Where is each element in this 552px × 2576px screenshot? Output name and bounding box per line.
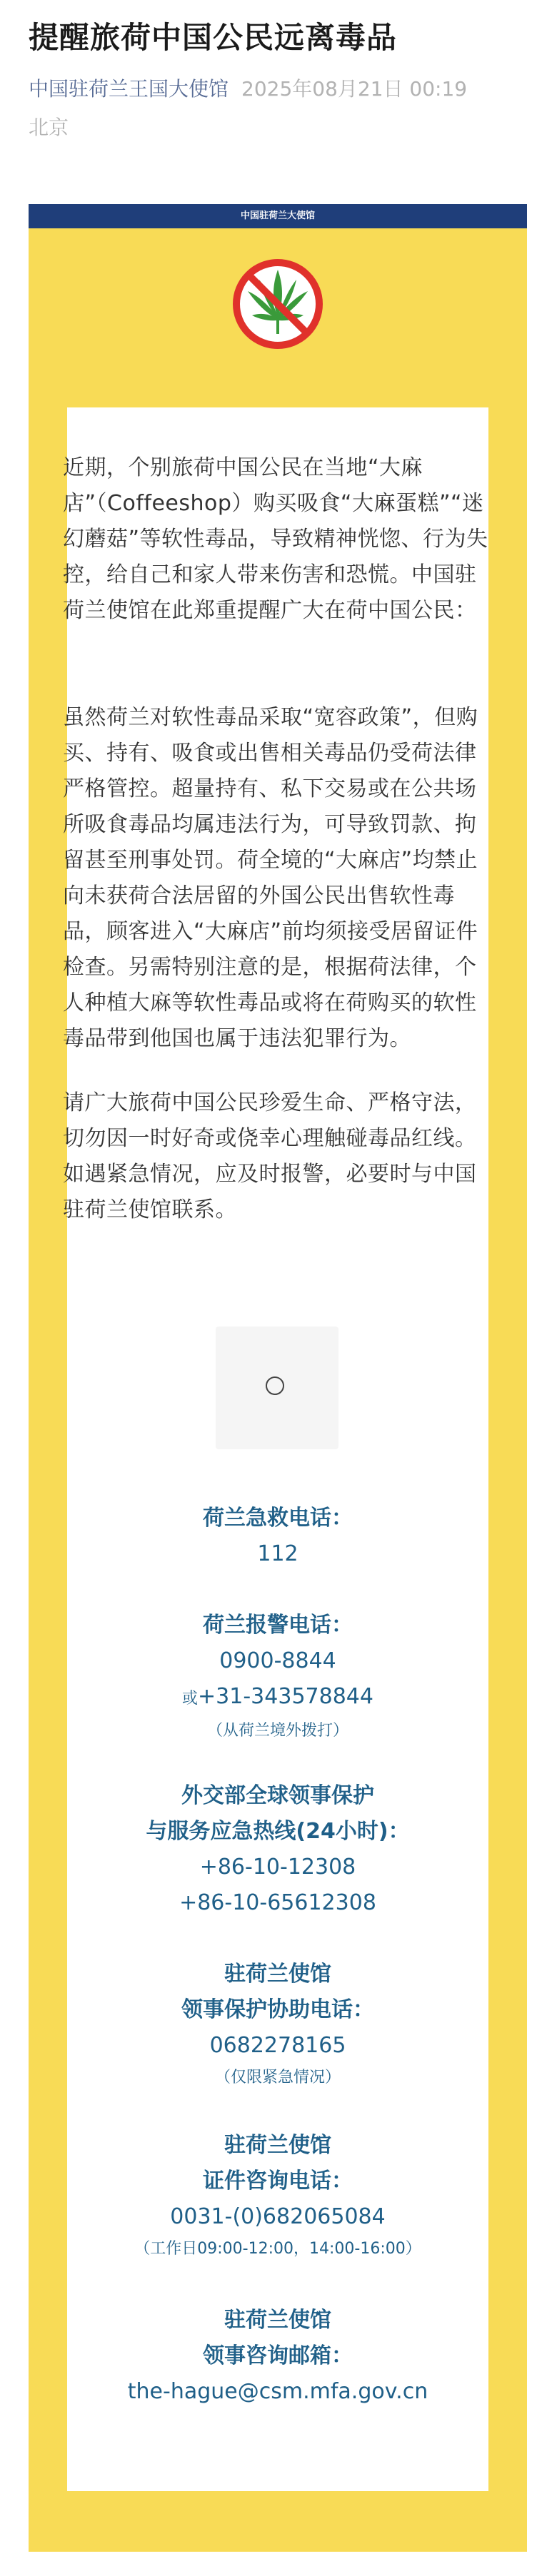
publish-location: 北京 xyxy=(29,116,69,139)
article-title: 提醒旅荷中国公民远离毒品 xyxy=(29,20,398,55)
article-meta xyxy=(29,70,528,147)
docs-number[interactable]: 0031-(0)682065084 xyxy=(170,2204,386,2229)
emergency-number[interactable]: 112 xyxy=(257,1541,298,1566)
contact-label-line2: 领事保护协助电话： xyxy=(181,1997,374,2022)
contact-police xyxy=(29,1608,527,1745)
contact-label-line1: 驻荷兰使馆 xyxy=(224,2133,331,2158)
police-alt-number-line xyxy=(29,1679,527,1717)
police-number[interactable]: 0900-8844 xyxy=(219,1648,336,1673)
police-note: （从荷兰境外拨打） xyxy=(206,1722,348,1740)
contact-label: 荷兰急救电话： xyxy=(203,1506,353,1531)
contact-label-line2: 证件咨询电话： xyxy=(203,2169,353,2194)
policy-paragraph: 虽然荷兰对软性毒品采取“宽容政策”，但购买、持有、吸食或出售相关毒品仍受荷法律严格管控。超量持有、私下交易或在公共场所吸食毒品均属违法行为，可导致罚款、拘留甚至刑事处罚。荷全境的“大麻店”均禁止向未获荷合法居留的外国公民出售软性毒品，顾客进入“大麻店”前均须接受居留证件检查。另需特别注意的是，根据荷法律，个人种植大麻等软性毒品或将在荷购买的软性毒品带到他国也属于违法犯罪行为。 xyxy=(63,705,478,1051)
contact-emergency xyxy=(29,1501,527,1572)
loading-spinner-icon xyxy=(266,1376,284,1395)
intro-paragraph: 近期，个别旅荷中国公民在当地“大麻店”（Coffeeshop）购买吸食“大麻蛋糕”“迷幻蘑菇”等软性毒品，导致精神恍惚、行为失控，给自己和家人带来伤害和恐慌。中国驻荷兰使馆在此郑重提醒广大在荷中国公民： xyxy=(63,455,488,623)
mfa-number-2[interactable]: +86-10-65612308 xyxy=(179,1890,376,1915)
email-link[interactable]: the-hague@csm.mfa.gov.cn xyxy=(127,2379,428,2404)
protection-note: （仅限紧急情况） xyxy=(214,2069,341,2086)
notice-poster xyxy=(29,204,527,2552)
contact-label: 荷兰报警电话： xyxy=(203,1613,353,1638)
appeal-paragraph: 请广大旅荷中国公民珍爱生命、严格守法，切勿因一时好奇或侥幸心理触碰毒品红线。如遇紧急情况，应及时报警，必要时与中国驻荷兰使馆联系。 xyxy=(63,1090,477,1222)
contact-embassy-protection xyxy=(29,1957,527,2092)
alt-prefix: 或 xyxy=(182,1690,199,1708)
media-placeholder[interactable] xyxy=(216,1327,338,1449)
contact-embassy-docs xyxy=(29,2128,527,2263)
mfa-number-1[interactable]: +86-10-12308 xyxy=(199,1855,356,1880)
no-cannabis-icon xyxy=(228,254,328,354)
contact-mfa-hotline xyxy=(29,1778,527,1921)
police-alt-number[interactable]: +31-343578844 xyxy=(198,1684,373,1709)
contact-label-line1: 外交部全球领事保护 xyxy=(181,1783,374,1808)
contact-embassy-email xyxy=(29,2303,527,2410)
contact-label-line2: 领事咨询邮箱： xyxy=(203,2343,353,2368)
protection-number[interactable]: 0682278165 xyxy=(209,2033,346,2058)
publish-date: 2025年08月21日 00:19 xyxy=(241,77,468,101)
contact-label-line1: 驻荷兰使馆 xyxy=(224,1962,331,1987)
account-name-link[interactable]: 中国驻荷兰王国大使馆 xyxy=(29,77,229,101)
contact-label-line1: 驻荷兰使馆 xyxy=(224,2308,331,2333)
poster-header: 中国驻荷兰大使馆 xyxy=(29,204,527,228)
contact-label-line2: 与服务应急热线(24小时)： xyxy=(146,1819,410,1844)
docs-hours-note: （工作日09:00-12:00，14:00-16:00） xyxy=(134,2240,421,2258)
